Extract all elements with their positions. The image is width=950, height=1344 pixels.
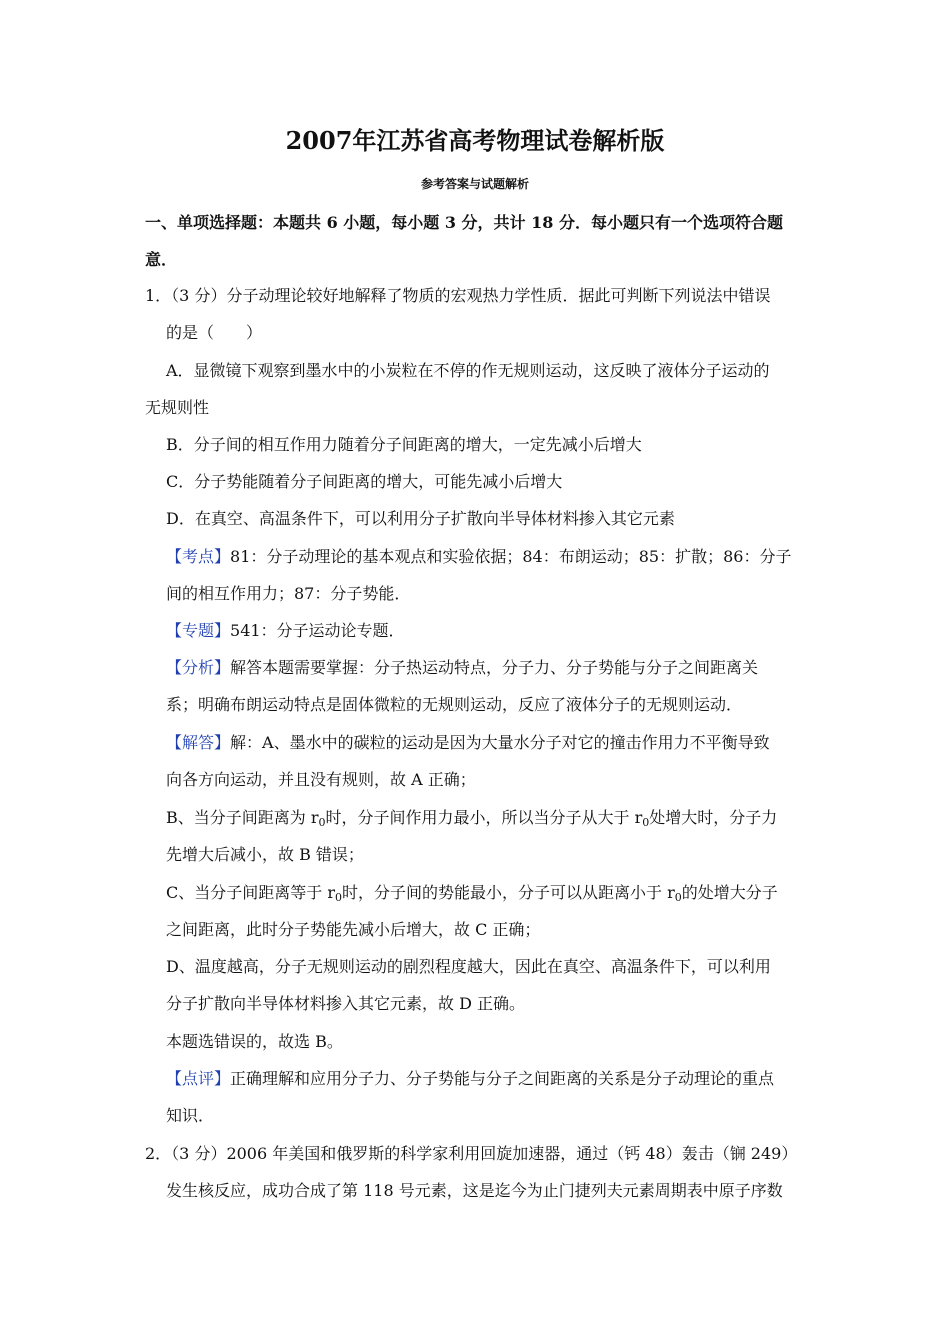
subscript-zero: 0	[318, 816, 326, 829]
q2-stem-line-2: 发生核反应，成功合成了第 118 号元素，这是迄今为止门捷列夫元素周期表中原子序数	[166, 1181, 783, 1200]
answer-b-text-1: B、当分子间距离为 r	[166, 808, 319, 827]
zhuanti-text: 541：分子运动论专题．	[230, 621, 405, 640]
answer-c-text-2: 时，分子间的势能最小，分子可以从距离小于 r	[341, 883, 675, 902]
q2-stem-line-1: 2．（3 分）2006 年美国和俄罗斯的科学家利用回旋加速器，通过（钙 48）轰击（锎 249）	[145, 1144, 798, 1163]
q1-dianping-line-1	[166, 1068, 774, 1090]
q1-kaodian-line-1	[166, 546, 791, 568]
q1-option-a-line-1: A．显微镜下观察到墨水中的小炭粒在不停的作无规则运动，这反映了液体分子运动的	[166, 361, 770, 380]
answer-c-text-1: C、当分子间距离等于 r	[166, 883, 335, 902]
page-title: 2007年江苏省高考物理试卷解析版	[285, 126, 665, 155]
fenxi-text: 解答本题需要掌握：分子热运动特点，分子力、分子势能与分子之间距离关	[230, 658, 759, 677]
dianping-tag: 【点评】	[166, 1069, 231, 1088]
subscript-zero: 0	[674, 891, 682, 904]
q1-answer-b-line-1	[166, 807, 777, 829]
q1-dianping-line-2: 知识．	[166, 1106, 215, 1125]
answer-b-text-2: 时，分子间作用力最小，所以当分子从大于 r	[325, 808, 643, 827]
q1-stem-line-1: 1．（3 分）分子动理论较好地解释了物质的宏观热力学性质．据此可判断下列说法中错误	[145, 286, 771, 305]
jieda-tag: 【解答】	[166, 733, 231, 752]
subscript-zero: 0	[642, 816, 650, 829]
q1-fenxi-line-2: 系；明确布朗运动特点是固体微粒的无规则运动，反应了液体分子的无规则运动．	[166, 695, 743, 714]
kaodian-text: 81：分子动理论的基本观点和实验依据；84：布朗运动；85：扩散；86：分子	[230, 547, 792, 566]
q1-option-c: C．分子势能随着分子间距离的增大，可能先减小后增大	[166, 472, 563, 491]
q1-option-d: D．在真空、高温条件下，可以利用分子扩散向半导体材料掺入其它元素	[166, 509, 675, 528]
fenxi-tag: 【分析】	[166, 658, 231, 677]
q1-answer-d-line-1: D、温度越高，分子无规则运动的剧烈程度越大，因此在真空、高温条件下，可以利用	[166, 957, 771, 976]
zhuanti-tag: 【专题】	[166, 621, 231, 640]
q1-jieda-line-1	[166, 732, 770, 754]
q1-option-b: B．分子间的相互作用力随着分子间距离的增大，一定先减小后增大	[166, 435, 642, 454]
q1-conclusion: 本题选错误的，故选 B。	[166, 1032, 343, 1051]
jieda-text: 解：A、墨水中的碳粒的运动是因为大量水分子对它的撞击作用力不平衡导致	[230, 733, 770, 752]
q1-kaodian-line-2: 间的相互作用力；87：分子势能．	[166, 584, 411, 603]
answer-b-text-3: 处增大时，分子力	[649, 808, 778, 827]
q1-answer-b-line-2: 先增大后减小，故 B 错误；	[166, 845, 364, 864]
dianping-text: 正确理解和应用分子力、分子势能与分子之间距离的关系是分子动理论的重点	[230, 1069, 775, 1088]
q1-option-a-line-2: 无规则性	[145, 398, 210, 417]
page-subtitle: 参考答案与试题解析	[420, 177, 529, 191]
q1-jieda-line-2: 向各方向运动，并且没有规则，故 A 正确；	[166, 770, 476, 789]
q1-answer-c-line-1	[166, 882, 778, 904]
section-heading-line-2: 意．	[145, 250, 178, 269]
subscript-zero: 0	[334, 891, 342, 904]
q1-fenxi-line-1	[166, 657, 758, 679]
q1-answer-c-line-2: 之间距离，此时分子势能先减小后增大，故 C 正确；	[166, 920, 541, 939]
q1-answer-d-line-2: 分子扩散向半导体材料掺入其它元素，故 D 正确。	[166, 994, 526, 1013]
kaodian-tag: 【考点】	[166, 547, 231, 566]
section-heading-line-1: 一、单项选择题：本题共 6 小题，每小题 3 分，共计 18 分．每小题只有一个选项符合题	[145, 213, 783, 232]
q1-zhuanti	[166, 620, 405, 642]
answer-c-text-3: 的处增大分子	[681, 883, 778, 902]
q1-stem-line-2: 的是（ ）	[166, 323, 263, 342]
